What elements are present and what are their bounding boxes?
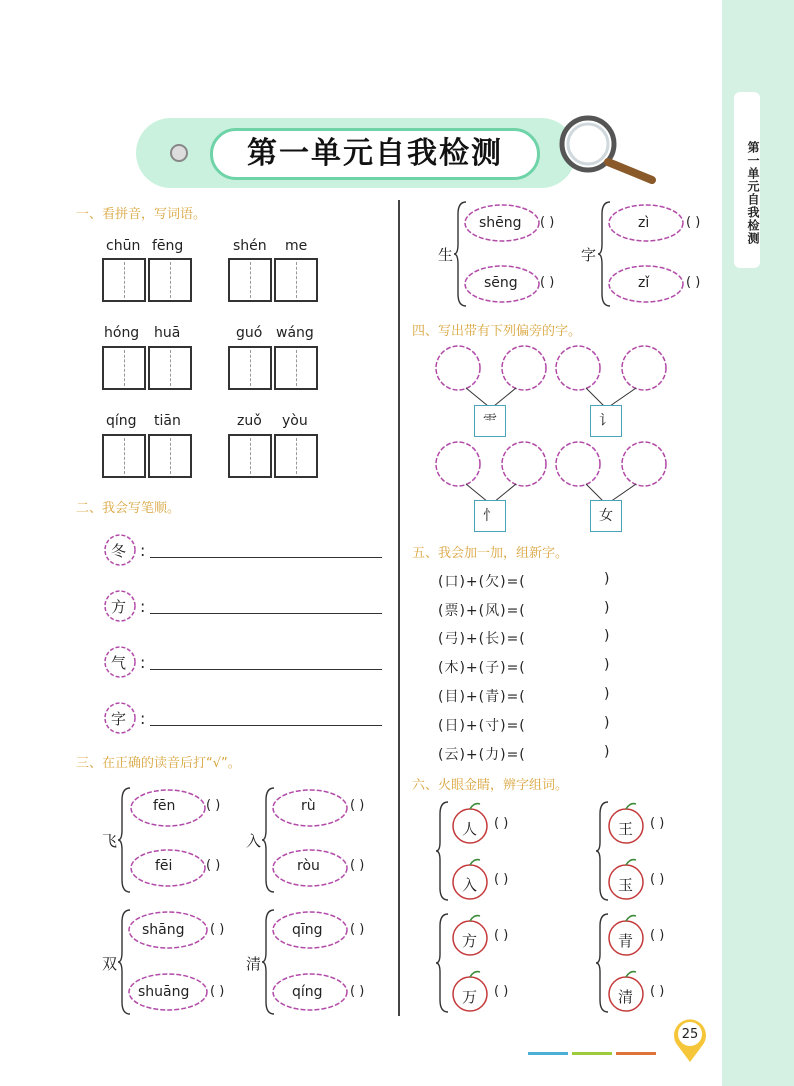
group-char: 字 <box>581 246 597 264</box>
stroke-char: 冬 <box>111 542 127 560</box>
radical-box: ⻗ <box>474 405 506 437</box>
pinyin: fēng <box>152 238 184 254</box>
writing-box[interactable] <box>148 346 192 390</box>
colon: : <box>140 653 146 672</box>
writing-box[interactable] <box>102 346 146 390</box>
stroke-char: 方 <box>111 598 127 616</box>
apple-char: 人 <box>462 820 478 838</box>
colon: : <box>140 709 146 728</box>
group-char: 入 <box>246 832 262 850</box>
pinyin-option: fēn <box>153 798 176 814</box>
writing-box[interactable] <box>148 258 192 302</box>
pinyin-option: shēng <box>479 215 522 231</box>
pinyin-option: sēng <box>484 275 518 291</box>
pinyin: hóng <box>104 325 140 341</box>
equation-close[interactable]: ) <box>604 600 611 616</box>
stroke-char: 字 <box>111 710 127 728</box>
answer-paren[interactable]: ( ) <box>350 984 365 999</box>
side-tab-label: 第一单元自我检测 <box>734 92 760 268</box>
radical-box: 讠 <box>590 405 622 437</box>
answer-paren[interactable]: ( ) <box>206 798 221 813</box>
apple-char: 万 <box>462 988 478 1006</box>
pinyin: tiān <box>154 413 181 429</box>
answer-paren[interactable]: ( ) <box>494 984 509 999</box>
equation: (目)+(青)=( <box>438 689 526 705</box>
pinyin: huā <box>154 325 181 341</box>
group-char: 双 <box>102 955 118 973</box>
page-number: 25 <box>681 1027 699 1042</box>
writing-box[interactable] <box>274 346 318 390</box>
answer-paren[interactable]: ( ) <box>350 922 365 937</box>
answer-paren[interactable]: ( ) <box>494 928 509 943</box>
equation: (口)+(欠)=( <box>438 574 526 590</box>
column-divider <box>398 200 400 1016</box>
answer-paren[interactable]: ( ) <box>650 928 665 943</box>
footer-stripe <box>528 1052 568 1055</box>
colon: : <box>140 541 146 560</box>
answer-paren[interactable]: ( ) <box>494 872 509 887</box>
section5-heading: 五、我会加一加，组新字。 <box>412 546 569 561</box>
answer-paren[interactable]: ( ) <box>686 275 701 290</box>
equation: (票)+(风)=( <box>438 603 526 619</box>
apple-char: 清 <box>618 988 634 1006</box>
answer-paren[interactable]: ( ) <box>206 858 221 873</box>
pinyin-option: ròu <box>297 858 320 874</box>
magnifier-icon <box>548 112 660 184</box>
footer-stripe <box>572 1052 612 1055</box>
pinyin: me <box>285 238 308 254</box>
colon: : <box>140 597 146 616</box>
banner-dot-icon <box>170 144 188 162</box>
writing-box[interactable] <box>148 434 192 478</box>
writing-box[interactable] <box>228 258 272 302</box>
answer-line[interactable] <box>150 725 382 726</box>
apple-char: 王 <box>618 820 634 838</box>
footer-stripe <box>616 1052 656 1055</box>
apple-char: 玉 <box>618 876 634 894</box>
answer-paren[interactable]: ( ) <box>650 816 665 831</box>
writing-box[interactable] <box>274 258 318 302</box>
answer-line[interactable] <box>150 669 382 670</box>
pinyin: guó <box>236 325 263 341</box>
answer-paren[interactable]: ( ) <box>650 984 665 999</box>
pinyin: zuǒ <box>237 413 262 429</box>
section2-heading: 二、我会写笔顺。 <box>76 501 181 516</box>
pinyin-option: qīng <box>292 922 323 938</box>
writing-box[interactable] <box>102 258 146 302</box>
section4-heading: 四、写出带有下列偏旁的字。 <box>412 324 582 339</box>
answer-paren[interactable]: ( ) <box>210 984 225 999</box>
equation: (云)+(力)=( <box>438 747 526 763</box>
equation-close[interactable]: ) <box>604 571 611 587</box>
writing-box[interactable] <box>102 434 146 478</box>
answer-paren[interactable]: ( ) <box>540 215 555 230</box>
answer-paren[interactable]: ( ) <box>650 872 665 887</box>
writing-box[interactable] <box>228 434 272 478</box>
pinyin: wáng <box>276 325 314 341</box>
radical-box: 女 <box>590 500 622 532</box>
pinyin-option: zì <box>638 215 650 231</box>
equation-close[interactable]: ) <box>604 715 611 731</box>
section6-heading: 六、火眼金睛，辨字组词。 <box>412 778 569 793</box>
pinyin: yòu <box>282 413 308 429</box>
section1-heading: 一、看拼音，写词语。 <box>76 207 207 222</box>
answer-paren[interactable]: ( ) <box>350 798 365 813</box>
pinyin: shén <box>233 238 267 254</box>
answer-paren[interactable]: ( ) <box>494 816 509 831</box>
pinyin-option: qíng <box>292 984 323 1000</box>
stroke-char: 气 <box>111 654 127 672</box>
section3-heading: 三、在正确的读音后打“√”。 <box>76 756 241 771</box>
answer-paren[interactable]: ( ) <box>210 922 225 937</box>
group-char: 飞 <box>102 832 118 850</box>
equation-close[interactable]: ) <box>604 657 611 673</box>
pinyin-option: zǐ <box>638 275 650 291</box>
equation: (弓)+(长)=( <box>438 631 526 647</box>
equation-close[interactable]: ) <box>604 744 611 760</box>
equation: (日)+(寸)=( <box>438 718 526 734</box>
writing-box[interactable] <box>274 434 318 478</box>
pinyin-option: shāng <box>142 922 185 938</box>
answer-paren[interactable]: ( ) <box>686 215 701 230</box>
answer-line[interactable] <box>150 613 382 614</box>
pinyin: qíng <box>106 413 137 429</box>
equation-close[interactable]: ) <box>604 686 611 702</box>
pinyin-option: fēi <box>155 858 173 874</box>
pinyin: chūn <box>106 238 141 254</box>
pinyin-option: rù <box>301 798 316 814</box>
apple-char: 青 <box>618 932 634 950</box>
answer-line[interactable] <box>150 557 382 558</box>
equation-close[interactable]: ) <box>604 628 611 644</box>
page-title: 第一单元自我检测 <box>247 136 503 171</box>
group-char: 清 <box>246 955 262 973</box>
group-char: 生 <box>438 246 454 264</box>
apple-char: 入 <box>462 876 478 894</box>
equation: (木)+(子)=( <box>438 660 526 676</box>
apple-char: 方 <box>462 932 478 950</box>
radical-box: 忄 <box>474 500 506 532</box>
answer-paren[interactable]: ( ) <box>540 275 555 290</box>
answer-paren[interactable]: ( ) <box>350 858 365 873</box>
writing-box[interactable] <box>228 346 272 390</box>
pinyin-option: shuāng <box>138 984 190 1000</box>
